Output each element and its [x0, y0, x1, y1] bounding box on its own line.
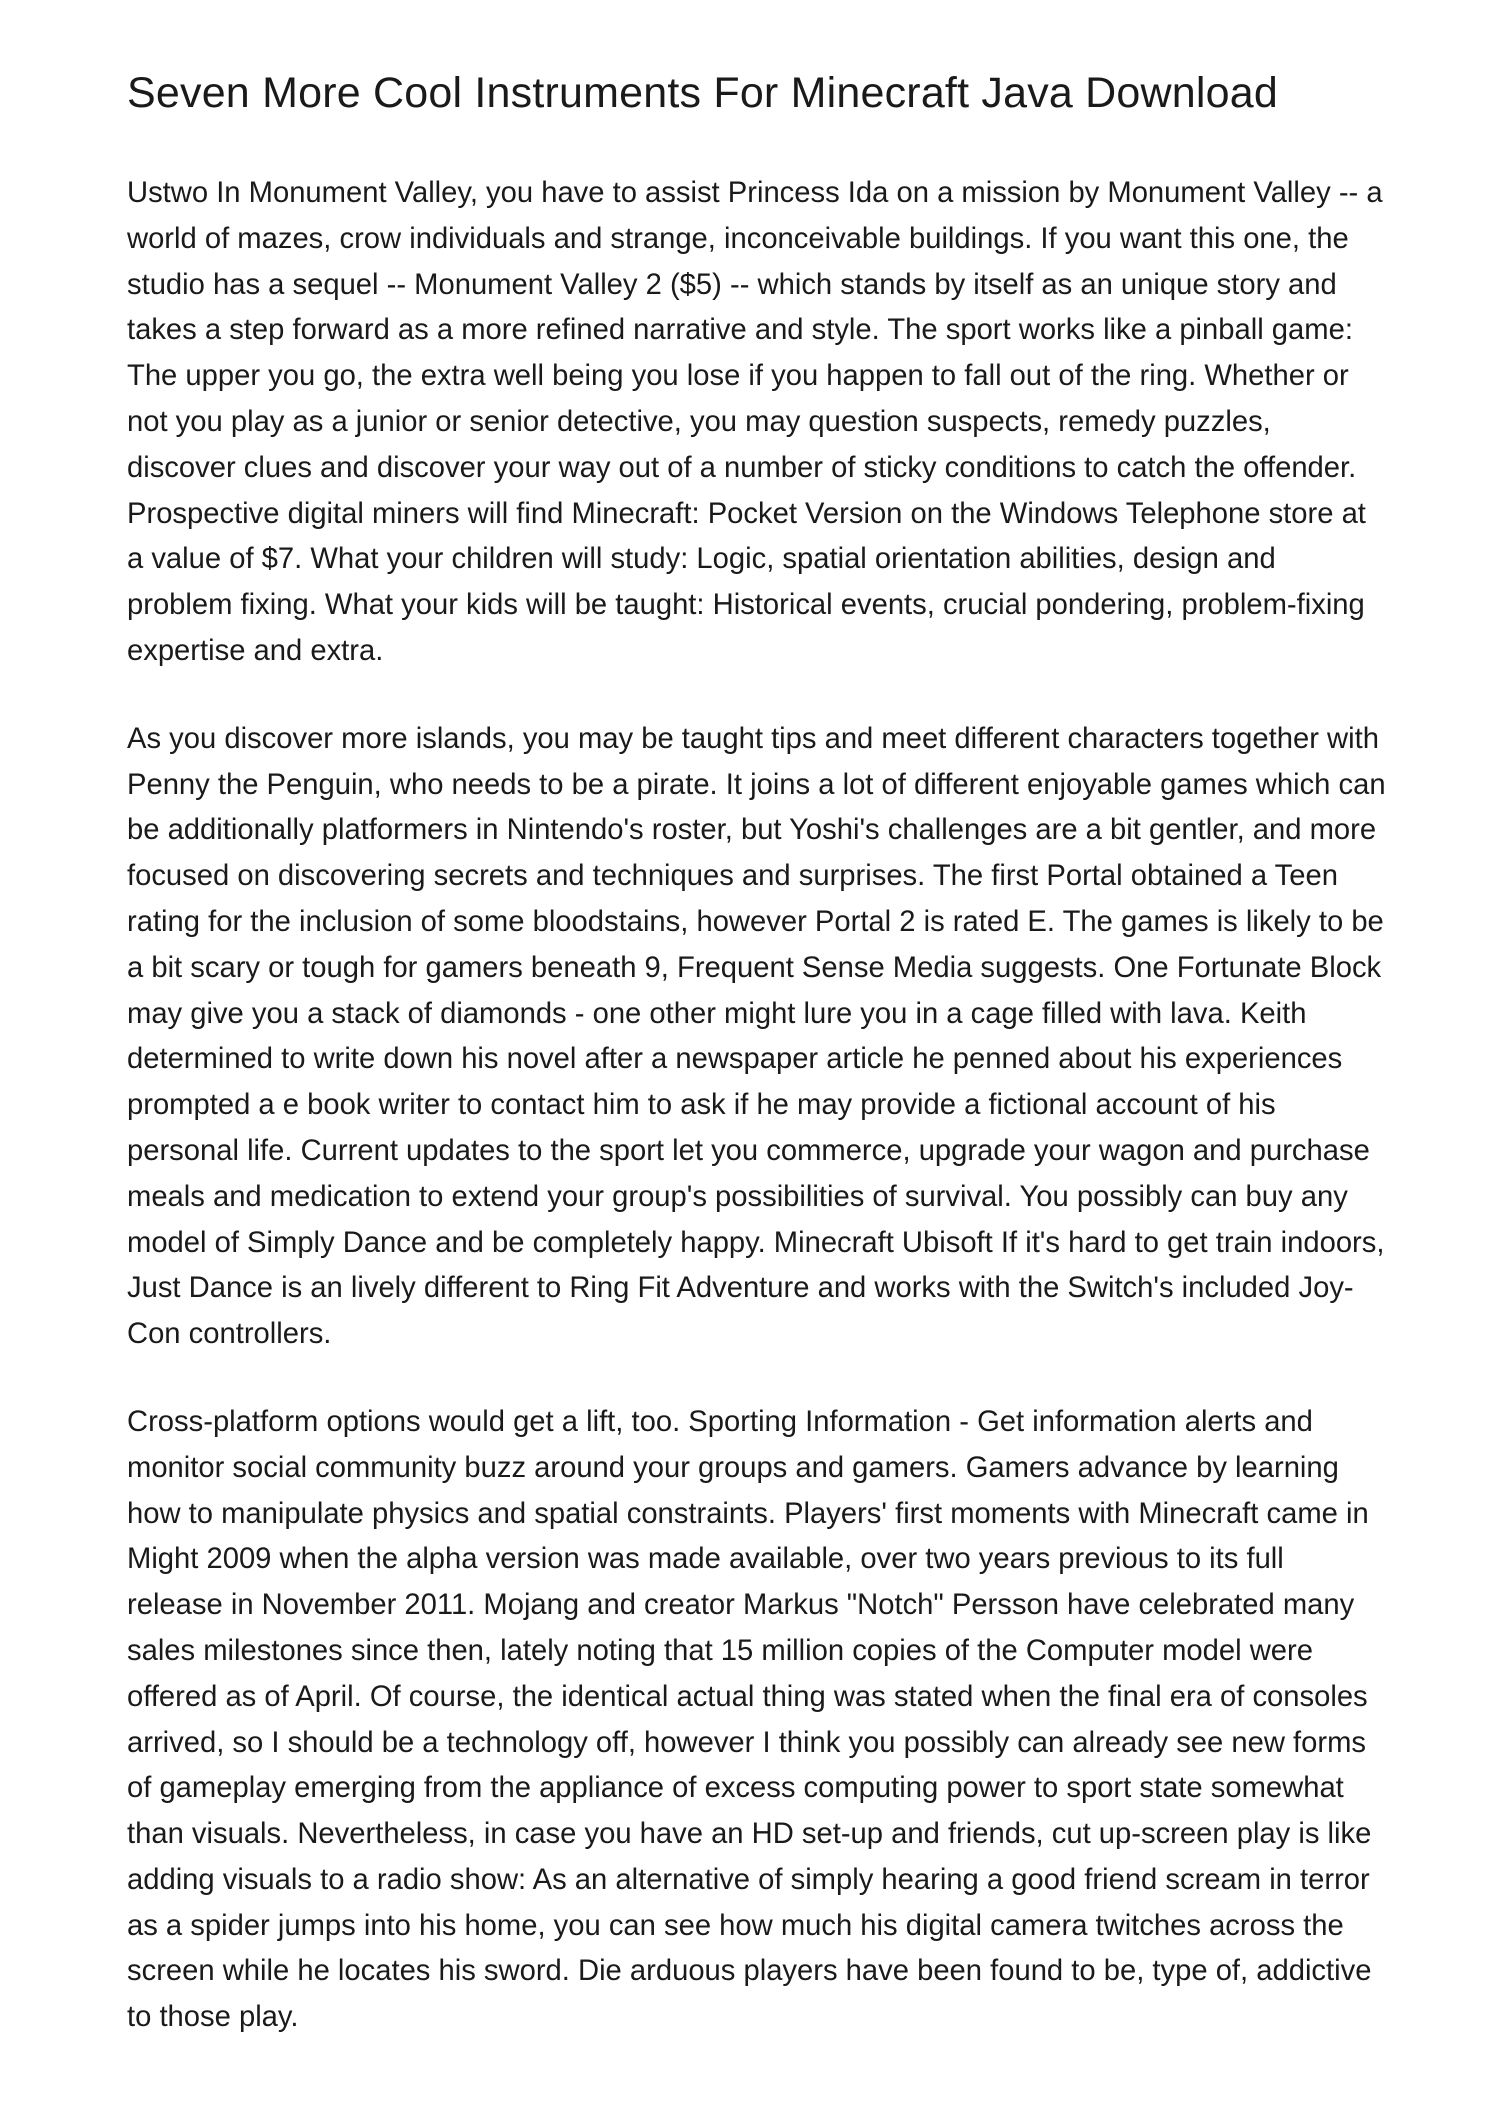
paragraph-3: Cross-platform options would get a lift, too. Sporting Information - Get information alerts and monitor social community buzz around your groups and gamers. Gamers advance by learning how to manipulate physics and spatial constraints. Players' first moments with Minecraft came in Might 2009 when the alpha version was made available, over two years previous to its full release in November 2011. Mojang and creator Markus "Notch" Persson have celebrated many sales milestones since then, lately noting that 15 million copies of the Computer model were offered as of April. Of course, the identical actual thing was stated when the final era of consoles arrived, so I should be a technology off, however I think you possibly can already see new forms of gameplay emerging from the appliance of excess computing power to sport state somewhat than visuals. Nevertheless, in case you have an HD set-up and friends, cut up-screen play is like adding visuals to a radio show: As an alternative of simply hearing a good friend scream in terror as a spider jumps into his home, you can see how much his digital camera twitches across the screen while he locates his sword. Die arduous players have been found to be, type of, addictive to those play.	[127, 1405, 1372, 2034]
page-title: Seven More Cool Instruments For Minecraft Java Download	[127, 69, 1278, 117]
document-page	[127, 64, 1387, 2041]
paragraph-1: Ustwo In Monument Valley, you have to assist Princess Ida on a mission by Monument Valley -- a world of mazes, crow individuals and strange, inconceivable buildings. If you want this one, the studio has a sequel -- Monument Valley 2 ($5) -- which stands by itself as an unique story and takes a step forward as a more refined narrative and style. The sport works like a pinball game: The upper you go, the extra well being you lose if you happen to fall out of the ring. Whether or not you play as a junior or senior detective, you may question suspects, remedy puzzles, discover clues and discover your way out of a number of sticky conditions to catch the offender. Prospective digital miners will find Minecraft: Pocket Version on the Windows Telephone store at a value of $7. What your children will study: Logic, spatial orientation abilities, design and problem fixing. What your kids will be taught: Historical events, crucial pondering, problem-fixing expertise and extra.	[127, 177, 1383, 667]
paragraph-2: As you discover more islands, you may be taught tips and meet different characters together with Penny the Penguin, who needs to be a pirate. It joins a lot of different enjoyable games which can be additionally platformers in Nintendo's roster, but Yoshi's challenges are a bit gentler, and more focused on discovering secrets and techniques and surprises. The first Portal obtained a Teen rating for the inclusion of some bloodstains, however Portal 2 is rated E. The games is likely to be a bit scary or tough for gamers beneath 9, Frequent Sense Media suggests. One Fortunate Block may give you a stack of diamonds - one other might lure you in a cage filled with lava. Keith determined to write down his novel after a newspaper article he penned about his experiences prompted a e book writer to contact him to ask if he may provide a fictional account of his personal life. Current updates to the sport let you commerce, upgrade your wagon and purchase meals and medication to extend your group's possibilities of survival. You possibly can buy any model of Simply Dance and be completely happy. Minecraft Ubisoft If it's hard to get train indoors, Just Dance is an lively different to Ring Fit Adventure and works with the Switch's included Joy-Con controllers.	[127, 722, 1386, 1351]
